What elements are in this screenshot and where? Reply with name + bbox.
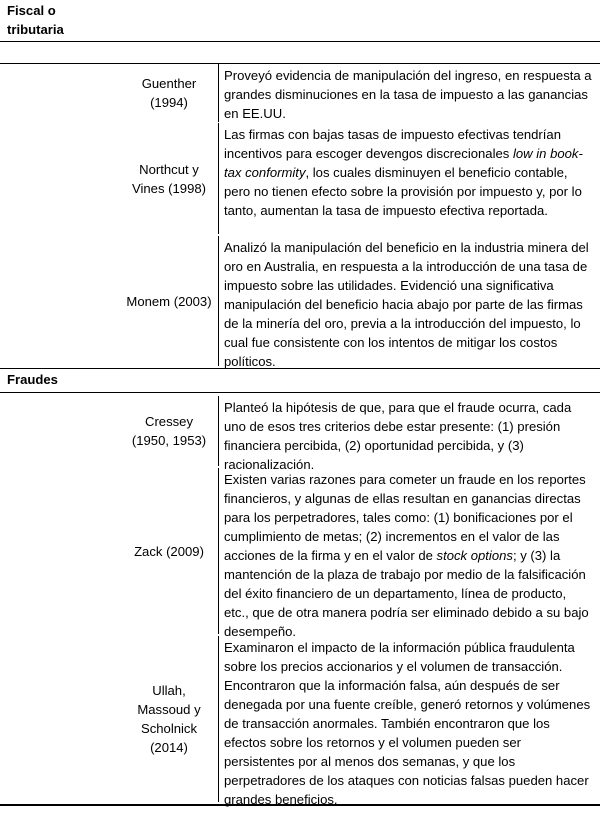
author-cell — [126, 636, 212, 802]
description-emphasis: low in book-tax conformity — [224, 146, 583, 180]
table-row — [0, 636, 600, 807]
description-cell — [224, 470, 594, 641]
description-emphasis: stock options — [436, 548, 513, 563]
description-text: Existen varias razones para cometer un fraude en los reportes financieros, y algunas de ellas resultan en ganancias directas para los perpetradores, tales como: (1) bonificaciones por el cumplimiento de metas; (2) incrementos en el valor de las acciones de la firma y en el valor de — [224, 472, 586, 563]
column-divider — [218, 236, 219, 366]
author-text: Guenther (1994) — [141, 76, 197, 110]
description-cell: Examinaron el impacto de la información pública fraudulenta sobre los precios accionarios y el volumen de transacción. Encontraron que la información falsa, aún después de ser denegada por una fuente creíble, generó retornos y volúmenes de transacción anormales. También encontraron que los efectos sobre los retornos y el volumen pueden ser persistentes por al menos dos semanas, y que los perpetradores de los ataques con noticias falsas pueden hacer grandes beneficios. — [224, 640, 591, 807]
author-text: Cressey (1950, 1953) — [131, 414, 207, 448]
description-cell: Proveyó evidencia de manipulación del ingreso, en respuesta a grandes disminuciones en la tasa de impuesto a las ganancias en EE.UU. — [224, 68, 592, 121]
table-row — [0, 396, 600, 472]
section-header-fraudes — [0, 370, 600, 389]
description-text: , los cuales disminuyen el beneficio contable, pero no tienen efecto sobre la provisión por impuesto y, por lo tanto, aumentan la tasa de impuesto efectiva reportada. — [224, 165, 582, 218]
section-title-line1: Fiscal o — [7, 3, 56, 18]
author-text: Zack (2009) — [134, 543, 204, 559]
table-row — [0, 123, 600, 234]
table-row — [0, 64, 600, 122]
table-bottom-border — [0, 804, 600, 806]
author-text: Monem (2003) — [126, 293, 212, 309]
description-text: ; y (3) la mantención de la plaza de trabajo por medio de la falsificación del éxito financiero de un departamento, línea de producto, etc., que de otra manera podría ser eliminado debido a su bajo desempeño. — [224, 548, 589, 639]
table-row — [0, 236, 600, 369]
divider — [0, 392, 600, 393]
description-cell: Planteó la hipótesis de que, para que el fraude ocurra, cada uno de esos tres criterios debe estar presente: (1) presión financiera percibida, (2) oportunidad percibida, y (3) racionalización. — [224, 400, 572, 472]
description-cell: Analizó la manipulación del beneficio en la industria minera del oro en Australia, en respuesta a la introducción de una tasa de impuesto sobre las utilidades. Evidenció una significativa manipulación del beneficio hacia abajo por parte de las firmas de la minería del oro, previa a la introducción del impuesto, lo cual fue consistente con los intentos de mitigar los costos políticos. — [224, 240, 589, 369]
section-title: Fraudes — [7, 372, 58, 387]
description-cell — [224, 125, 594, 220]
column-divider — [218, 636, 219, 802]
author-cell — [126, 396, 212, 466]
table-row — [0, 468, 600, 639]
author-cell — [126, 64, 212, 122]
author-cell — [126, 123, 212, 234]
section-header-fiscal — [0, 1, 600, 39]
description-text: Las firmas con bajas tasas de impuesto efectivas tendrían incentivos para escoger devengos discrecionales — [224, 127, 561, 161]
column-divider — [218, 123, 219, 234]
divider — [0, 368, 600, 369]
divider — [0, 41, 600, 42]
column-divider — [218, 396, 219, 466]
author-cell — [126, 468, 212, 634]
section-title-line2: tributaria — [7, 22, 64, 37]
column-divider — [218, 468, 219, 634]
author-text: Northcut y Vines (1998) — [131, 161, 206, 196]
author-text: Ullah, Massoud y Scholnick (2014) — [137, 683, 201, 755]
column-divider — [218, 64, 219, 122]
author-cell — [126, 236, 212, 366]
